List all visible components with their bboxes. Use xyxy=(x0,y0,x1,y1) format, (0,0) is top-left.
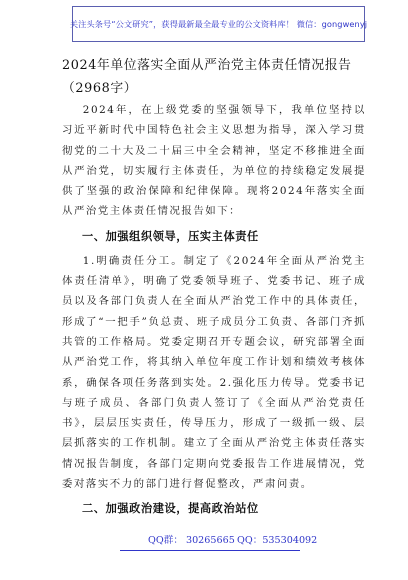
promo-banner xyxy=(69,6,368,42)
document-body xyxy=(62,100,366,523)
intro-paragraph: 2024年，在上级党委的坚强领导下，我单位坚持以习近平新时代中国特色社会主义思想为指导，深入学习贯彻党的二十大及二十届三中全会精神，坚定不移推进全面从严治党，切实履行主体责任，为单位的持续稳定发展提供了坚强的政治保障和纪律保障。现将2024年落实全面从严治党主体责任情况报告如下： xyxy=(62,104,366,218)
section-2-heading: 二、加强政治建设，提高政治站位 xyxy=(82,502,259,516)
qq-contact-link[interactable]: QQ：535304092 xyxy=(237,535,318,546)
document-title: 2024年单位落实全面从严治党主体责任情况报告（2968字） xyxy=(62,58,352,96)
section-1-paragraph: 1.明确责任分工。制定了《2024年全面从严治党主体责任清单》，明确了党委领导班子、党委书记、班子成员以及各部门负责人在全面从严治党工作中的具体责任，形成了“一把手”负总责、班子成员分工负责、各部门齐抓共管的工作格局。党委定期召开专题会议，研究部署全面从严治党工作，将其纳入单位年度工作计划和绩效考核体系，确保各项任务落到实处。2.强化压力传导。党委书记与班子成员、各部门负责人签订了《全面从严治党责任书》，层层压实责任，传导压力，形成了一级抓一级、层层抓落实的工作机制。建立了全面从严治党主体责任落实情况报告制度，各部门定期向党委报告工作进展情况，党委对落实不力的部门进行督促整改，严肃问责。 xyxy=(62,254,366,491)
promo-banner-text: 关注头条号“公文研究”，获得最新最全最专业的公文资料库！ 微信：gongwenyj xyxy=(69,18,368,29)
footer-underline xyxy=(120,550,300,551)
section-1-heading: 一、加强组织领导，压实主体责任 xyxy=(82,229,259,243)
qq-group-link[interactable]: QQ群： 30265665 xyxy=(148,535,235,546)
contact-footer xyxy=(0,528,408,552)
